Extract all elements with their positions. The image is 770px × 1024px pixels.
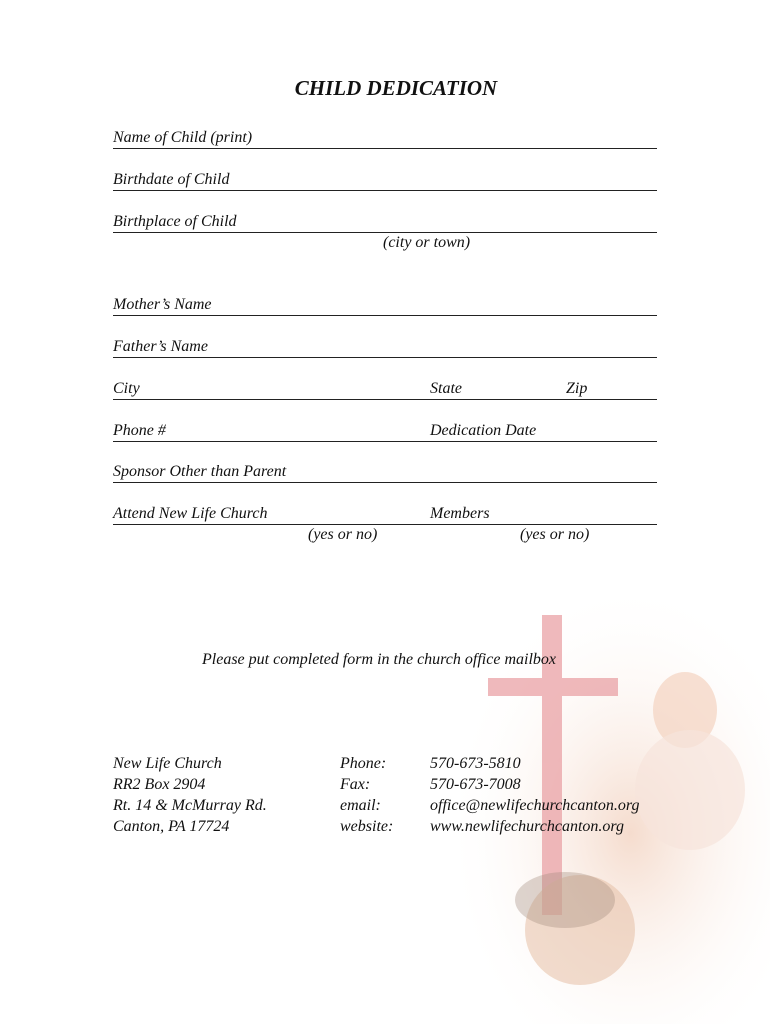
father-name-field[interactable] bbox=[113, 335, 657, 358]
city-label: City bbox=[113, 380, 140, 397]
birthplace-label: Birthplace of Child bbox=[113, 213, 237, 230]
address-line: New Life Church bbox=[113, 755, 222, 772]
members-label: Members bbox=[430, 505, 490, 522]
birthdate-label: Birthdate of Child bbox=[113, 171, 230, 188]
page-title: CHILD DEDICATION bbox=[294, 76, 498, 100]
state-field[interactable] bbox=[430, 377, 566, 400]
website-contact-label: website: bbox=[340, 818, 394, 835]
state-label: State bbox=[430, 380, 462, 397]
contact-values bbox=[430, 753, 639, 837]
address-line: RR2 Box 2904 bbox=[113, 776, 206, 793]
instruction-text: Please put completed form in the church office mailbox bbox=[202, 651, 556, 668]
phone-contact-label: Phone: bbox=[340, 755, 387, 772]
members-hint: (yes or no) bbox=[520, 526, 590, 543]
attend-hint: (yes or no) bbox=[308, 526, 378, 543]
email-contact-label: email: bbox=[340, 797, 381, 814]
address-line: Canton, PA 17724 bbox=[113, 818, 230, 835]
sponsor-label: Sponsor Other than Parent bbox=[113, 463, 287, 480]
phone-label: Phone # bbox=[113, 422, 166, 439]
phone-number: 570-673-5810 bbox=[430, 755, 521, 772]
zip-label: Zip bbox=[566, 380, 588, 397]
contact-labels bbox=[340, 753, 393, 837]
zip-field[interactable] bbox=[566, 377, 657, 400]
church-address bbox=[113, 753, 267, 837]
birthplace-field[interactable] bbox=[113, 210, 657, 233]
fax-number: 570-673-7008 bbox=[430, 776, 521, 793]
attend-field[interactable] bbox=[113, 502, 430, 525]
sponsor-field[interactable] bbox=[113, 460, 657, 483]
phone-field[interactable] bbox=[113, 419, 430, 442]
fax-contact-label: Fax: bbox=[340, 776, 371, 793]
address-line: Rt. 14 & McMurray Rd. bbox=[113, 797, 267, 814]
name-of-child-field[interactable] bbox=[113, 126, 657, 149]
website-url: www.newlifechurchcanton.org bbox=[430, 818, 625, 835]
birthdate-field[interactable] bbox=[113, 168, 657, 191]
dedication-date-field[interactable] bbox=[430, 419, 657, 442]
name-of-child-label: Name of Child (print) bbox=[113, 129, 253, 146]
mother-name-field[interactable] bbox=[113, 293, 657, 316]
members-field[interactable] bbox=[430, 502, 657, 525]
email-address: office@newlifechurchcanton.org bbox=[430, 797, 640, 814]
birthplace-hint: (city or town) bbox=[383, 234, 471, 251]
city-field[interactable] bbox=[113, 377, 430, 400]
mother-name-label: Mother’s Name bbox=[113, 296, 212, 313]
attend-label: Attend New Life Church bbox=[113, 505, 268, 522]
dedication-date-label: Dedication Date bbox=[430, 422, 537, 439]
father-name-label: Father’s Name bbox=[113, 338, 208, 355]
